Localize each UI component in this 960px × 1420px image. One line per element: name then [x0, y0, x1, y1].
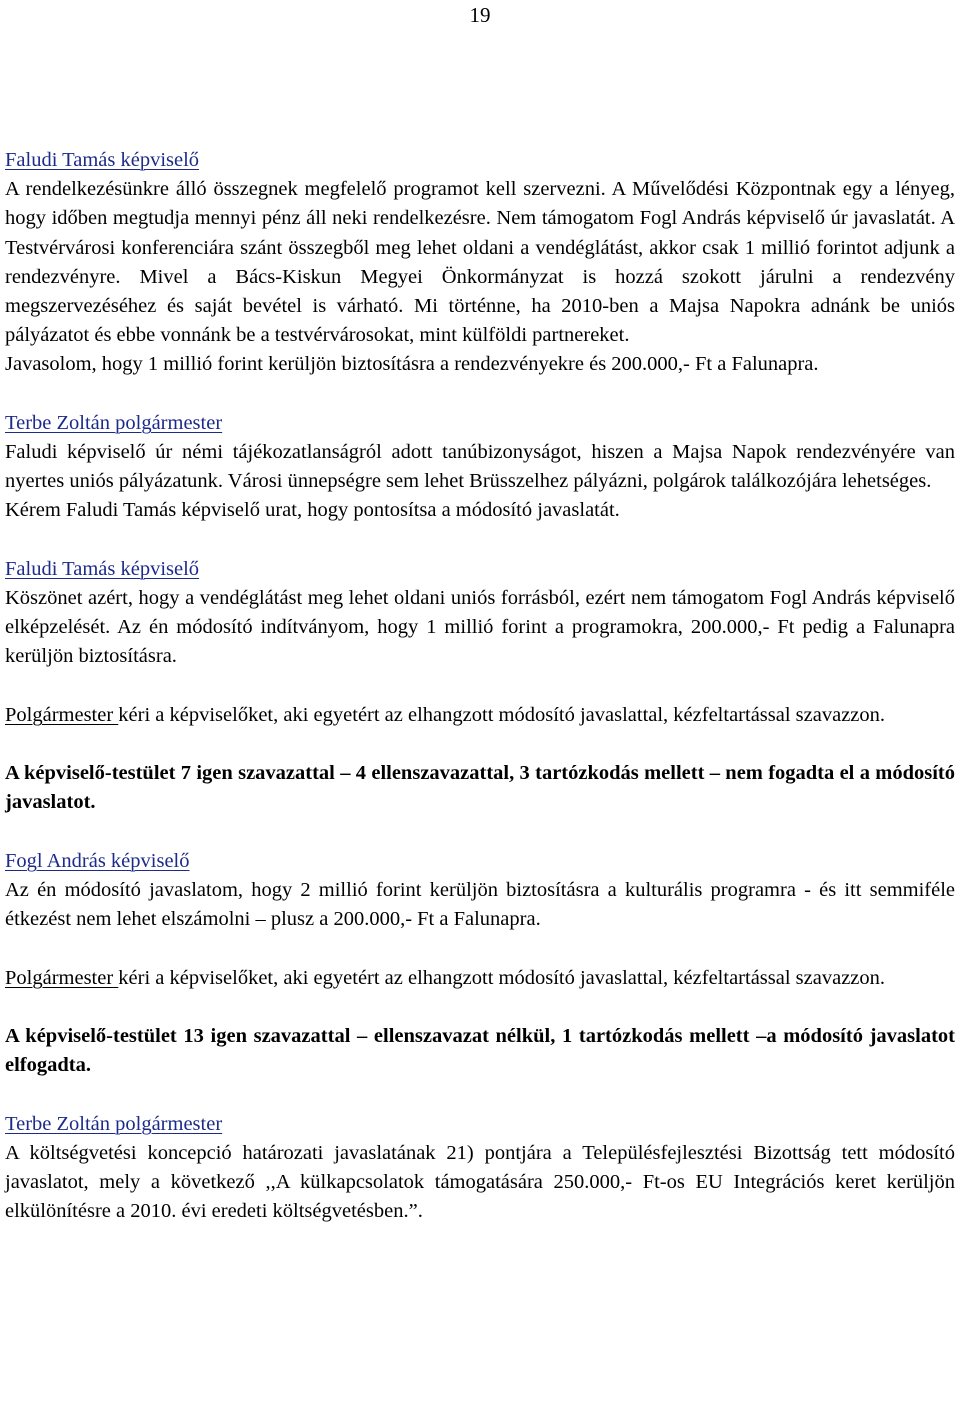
speech-paragraph: A költségvetési koncepció határozati javaslatának 21) pontjára a Településfejlesztési Bizottság tett módosító javaslatot, mely a következő ,,A külkapcsolatok támogatására 250.000,- Ft-os EU Integrációs keret kerüljön elkülönítésre a 2010. évi eredeti költségvetésben.”. — [5, 1141, 955, 1223]
vote-result: A képviselő-testület 13 igen szavazattal – ellenszavazat nélkül, 1 tartózkodás mellett –a módosító javaslatot elfogadta. — [5, 1024, 955, 1077]
speaker-name: Fogl András képviselő — [5, 849, 190, 872]
speech-paragraph: Faludi képviselő úr némi tájékozatlanságról adott tanúbizonyságot, hiszen a Majsa Napok rendezvényére van nyertes uniós pályázatunk. Városi ünnepségre sem lehet Brüsszelhez pályázni, polgárok találkozójára lehetséges. — [5, 441, 955, 493]
speech-paragraph: Az én módosító javaslatom, hogy 2 millió forint kerüljön biztosításra a kulturális programra - és itt semmiféle étkezést nem lehet elszámolni – plusz a 200.000,- Ft a Falunapra. — [5, 879, 955, 931]
vote-result-block — [5, 1022, 955, 1080]
speech-block — [5, 555, 955, 672]
mayor-label: Polgármester — [5, 703, 119, 726]
speaker-name: Faludi Tamás képviselő — [5, 149, 200, 171]
vote-call-paragraph — [5, 701, 955, 730]
vote-call-block — [5, 701, 955, 730]
vote-call-block — [5, 964, 955, 993]
speech-block — [5, 847, 955, 935]
vote-call-text: kéri a képviselőket, aki egyetért az elhangzott módosító javaslattal, kézfeltartással szavazzon. — [118, 703, 886, 726]
speech-block — [5, 1110, 955, 1227]
mayor-label: Polgármester — [5, 966, 119, 989]
document-body — [5, 146, 955, 1226]
vote-result: A képviselő-testület 7 igen szavazattal – 4 ellenszavazattal, 3 tartózkodás mellett – nem fogadta el a módosító javaslatot. — [5, 762, 955, 814]
page-number: 19 — [469, 3, 491, 27]
vote-call-paragraph — [5, 964, 955, 993]
speech-paragraph: Köszönet azért, hogy a vendéglátást meg lehet oldani uniós forrásból, ezért nem támogatom Fogl András képviselő elképzelését. Az én módosító indítványom, hogy 1 millió forint a programokra, 200.000,- Ft pedig a Falunapra kerüljön biztosításra. — [5, 587, 955, 668]
vote-call-text: kéri a képviselőket, aki egyetért az elhangzott módosító javaslattal, kézfeltartással szavazzon. — [118, 966, 886, 989]
speech-paragraph: Javasolom, hogy 1 millió forint kerüljön biztosításra a rendezvényekre és 200.000,- Ft a Falunapra. — [5, 353, 819, 376]
speech-block — [5, 409, 955, 526]
speech-block — [5, 146, 955, 380]
speaker-name: Faludi Tamás képviselő — [5, 557, 200, 580]
vote-result-block — [5, 759, 955, 817]
speech-paragraph: Kérem Faludi Tamás képviselő urat, hogy pontosítsa a módosító javaslatát. — [5, 499, 620, 522]
speaker-name: Terbe Zoltán polgármester — [5, 411, 223, 434]
speaker-name: Terbe Zoltán polgármester — [5, 1112, 223, 1135]
speech-paragraph: A rendelkezésünkre álló összegnek megfelelő programot kell szervezni. A Művelődési Központnak egy a lényeg, hogy időben megtudja mennyi pénz áll neki rendelkezésre. Nem támogatom Fogl András képviselő úr javaslatát. A Testvérvárosi konferenciára szánt összegből meg lehet oldani a vendéglátást, akkor csak 1 millió forintot adjunk a rendezvényre. Mivel a Bács-Kiskun Megyei Önkormányzat is hozzá szokott járulni a rendezvény megszervezéséhez és saját bevétel is várható. Mi történne, ha 2010-ben a Majsa Napokra adnánk be uniós pályázatot és ebbe vonnánk be a testvérvárosokat, mint külföldi partnereket. — [5, 178, 955, 347]
